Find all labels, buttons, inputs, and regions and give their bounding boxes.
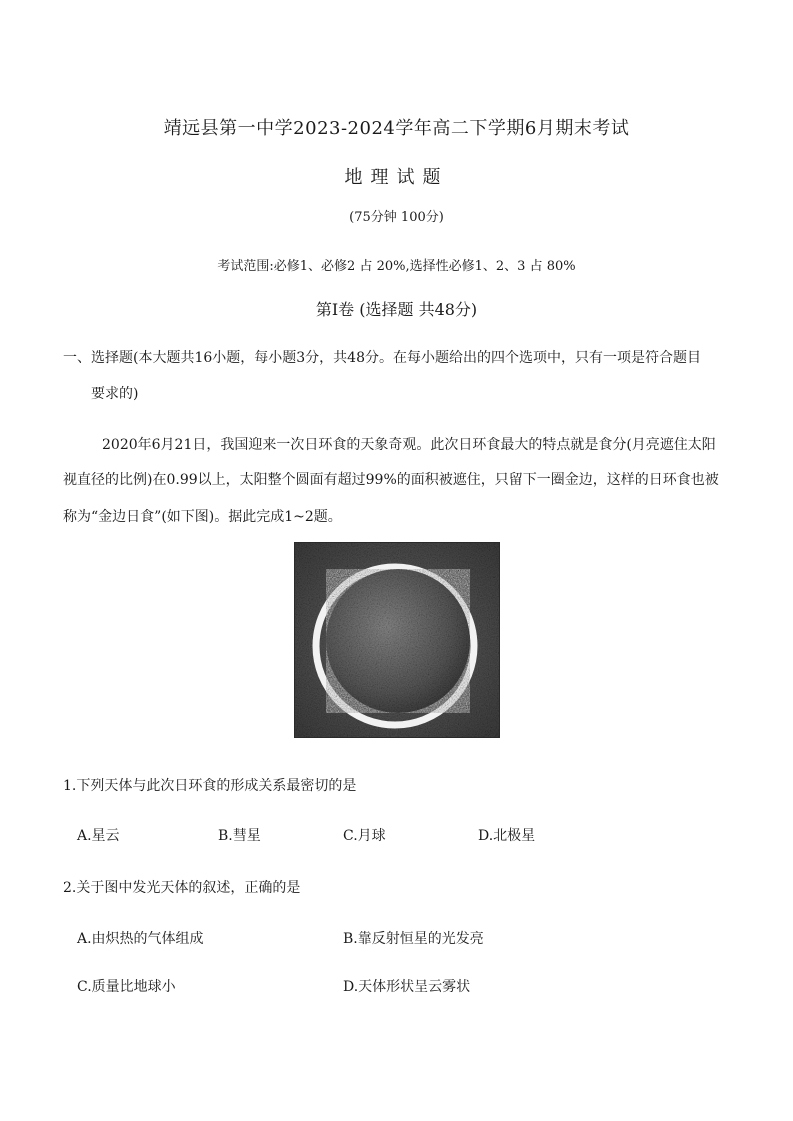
- question-2-option-c[interactable]: C.质量比地球小: [77, 979, 176, 995]
- question-2-stem: 2.关于图中发光天体的叙述，正确的是: [63, 880, 301, 896]
- question-1-option-c[interactable]: C.月球: [343, 828, 386, 844]
- question-1-stem: 1.下列天体与此次日环食的形成关系最密切的是: [63, 778, 357, 794]
- question-1-option-a[interactable]: A.星云: [77, 828, 120, 844]
- question-1-option-d[interactable]: D.北极星: [478, 828, 536, 844]
- question-2-option-a[interactable]: A.由炽热的气体组成: [77, 931, 204, 947]
- volume-heading: 第I卷 (选择题 共48分): [315, 300, 478, 319]
- passage-line3: 称为“金边日食”(如下图)。据此完成1~2题。: [63, 509, 342, 525]
- moon-disc: [326, 569, 470, 713]
- section-instruction-line1: 一、选择题(本大题共16小题，每小题3分，共48分。在每小题给出的四个选项中，只有一项是符合题目: [63, 350, 701, 366]
- subject-title: 地理试题: [344, 167, 449, 188]
- eclipse-figure: [294, 542, 500, 738]
- exam-title: 靖远县第一中学2023-2024学年高二下学期6月期末考试: [163, 118, 630, 139]
- question-1-option-b[interactable]: B.彗星: [218, 828, 261, 844]
- exam-scope: 考试范围:必修1、必修2 占 20%,选择性必修1、2、3 占 80%: [217, 259, 576, 274]
- question-2-option-b[interactable]: B.靠反射恒星的光发亮: [343, 931, 484, 947]
- exam-duration: (75分钟 100分): [349, 210, 444, 225]
- passage-line2: 视直径的比例)在0.99以上，太阳整个圆面有超过99%的面积被遮住，只留下一圈金边，这样的日环食也被: [63, 472, 719, 488]
- passage-line1: 2020年6月21日，我国迎来一次日环食的天象奇观。此次日环食最大的特点就是食分(月亮遮住太阳: [102, 437, 716, 453]
- section-instruction-line2: 要求的): [91, 386, 139, 402]
- question-2-option-d[interactable]: D.天体形状呈云雾状: [343, 979, 471, 995]
